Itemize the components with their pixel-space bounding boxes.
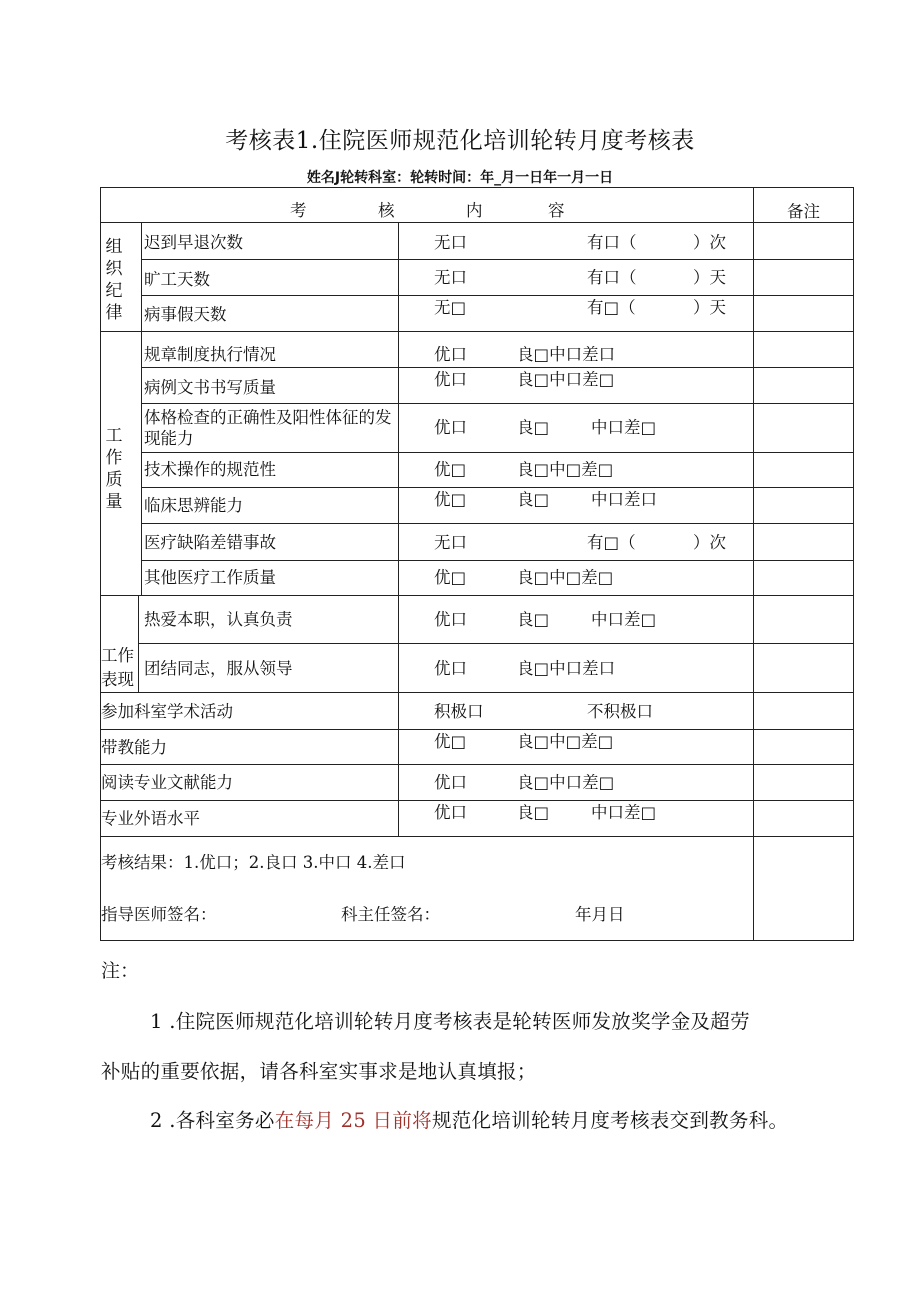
row-option-a: 优口: [434, 418, 467, 437]
notes-label: 注：: [101, 960, 140, 982]
row-option-b: 良□: [517, 803, 550, 822]
note-1-line1: 1 .住院医师规范化培训轮转月度考核表是轮转医师发放奖学金及超劳: [150, 1010, 750, 1033]
header-kao: 考: [290, 201, 307, 220]
row-item: 其他医疗工作质量: [144, 568, 276, 587]
row-item: 阅读专业文献能力: [101, 773, 233, 792]
row-option-a: 积极口: [434, 702, 484, 721]
row-item: 带教能力: [101, 738, 167, 757]
row-option-a: 优□: [434, 568, 467, 587]
row-option-a: 优□: [434, 732, 467, 751]
form-subtitle: 姓名J轮转科室：轮转时间：年_月一日年一月一日: [306, 170, 614, 186]
row-item: 病例文书书写质量: [144, 378, 276, 397]
row-option-a: 无口: [434, 533, 467, 552]
form-title: 考核表1.住院医师规范化培训轮转月度考核表: [225, 128, 695, 154]
row-option-b: 良□: [517, 610, 550, 629]
row-option-a: 优口: [434, 659, 467, 678]
row-item: 专业外语水平: [101, 809, 200, 828]
row-option-c: 中口差□: [591, 803, 657, 822]
row-option-b: 良□中口差□: [517, 773, 615, 792]
row-option-c: ）次: [693, 233, 726, 252]
row-option-b: 良□中口差□: [517, 370, 615, 389]
row-option-a: 优□: [434, 490, 467, 509]
row-option-b: 良□中口差口: [517, 345, 616, 364]
row-option-c: ）天: [693, 298, 726, 317]
row-option-c: 中口差□: [591, 418, 657, 437]
note-2-pre: 2 .各科室务必: [150, 1109, 275, 1132]
row-option-b: 良□: [517, 490, 550, 509]
note-2-deadline: 在每月 25 日前将: [274, 1109, 432, 1132]
row-option-b: 有□（: [587, 298, 636, 317]
header-nei: 内: [466, 201, 483, 220]
row-option-b: 良□中□差□: [517, 568, 614, 587]
group-discipline: 组织纪律: [105, 237, 123, 323]
row-option-c: 中口差□: [591, 610, 657, 629]
row-option-a: 无□: [434, 298, 467, 317]
row-option-a: 优口: [434, 803, 467, 822]
row-item: 团结同志，服从领导: [144, 659, 293, 678]
row-item: 参加科室学术活动: [101, 702, 233, 721]
note-1-line2: 补贴的重要依据，请各科室实事求是地认真填报；: [101, 1060, 537, 1083]
group-performance-line2: 表现: [101, 670, 134, 689]
header-remarks: 备注: [787, 202, 820, 221]
row-option-b: 良□中□差□: [517, 732, 614, 751]
director-signature-label: 科主任签名：: [341, 905, 440, 924]
row-option-c: ）次: [693, 533, 726, 552]
note-2: [150, 1105, 788, 1133]
result-line: 考核结果：1.优口；2.良口 3.中口 4.差口: [101, 853, 406, 872]
row-option-b: 良□中口差口: [517, 659, 616, 678]
row-option-b: 不积极口: [587, 702, 653, 721]
row-item: 迟到早退次数: [144, 233, 243, 252]
header-rong: 容: [548, 201, 565, 220]
row-option-a: 优口: [434, 610, 467, 629]
date-label: 年月日: [575, 905, 625, 924]
row-item: 体格检查的正确性及阳性体征的发现能力: [144, 408, 392, 448]
header-he: 核: [378, 201, 395, 220]
row-option-a: 优□: [434, 460, 467, 479]
row-option-a: 优口: [434, 345, 467, 364]
advisor-signature-label: 指导医师签名：: [101, 905, 217, 924]
group-performance-line1: 工作: [101, 646, 134, 665]
row-option-a: 优口: [434, 773, 467, 792]
row-option-a: 无口: [434, 233, 467, 252]
row-item: 规章制度执行情况: [144, 345, 276, 364]
row-item: 热爱本职，认真负责: [144, 610, 293, 629]
row-option-a: 无口: [434, 268, 467, 287]
row-item: 临床思辨能力: [144, 496, 243, 515]
row-option-b: 有口（: [587, 233, 637, 252]
row-item: 病事假天数: [144, 305, 227, 324]
row-item: 医疗缺陷差错事故: [144, 533, 276, 552]
note-2-post: 规范化培训轮转月度考核表交到教务科。: [431, 1109, 789, 1132]
row-option-b: 良□: [517, 418, 550, 437]
group-quality: 工作质量: [105, 426, 123, 512]
row-option-a: 优口: [434, 370, 467, 389]
row-option-b: 有□（: [587, 533, 636, 552]
row-option-b: 良□中□差□: [517, 460, 614, 479]
row-option-c: 中口差口: [591, 490, 657, 509]
row-option-b: 有口（: [587, 268, 637, 287]
row-item: 旷工天数: [144, 270, 210, 289]
row-item: 技术操作的规范性: [144, 460, 276, 479]
row-option-c: ）天: [693, 268, 726, 287]
